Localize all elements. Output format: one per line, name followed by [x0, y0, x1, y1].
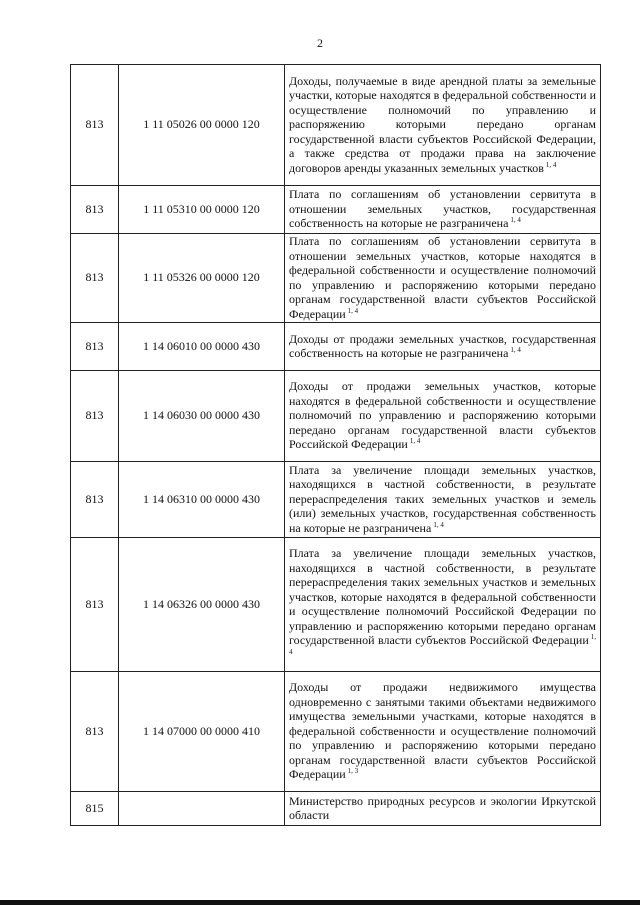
- table-row: [71, 186, 601, 234]
- revenue-name-text: Плата по соглашениям об установлении сервитута в отношении земельных участков, государственная собственность на которые не разграничена: [289, 187, 596, 231]
- budget-code-cell: [119, 792, 285, 826]
- admin-code-cell: 813: [71, 462, 119, 538]
- scan-edge: [0, 900, 640, 905]
- budget-code-cell: 1 11 05026 00 0000 120: [119, 65, 285, 186]
- admin-code-cell: 815: [71, 792, 119, 826]
- table-row: [71, 672, 601, 792]
- admin-code-cell: 813: [71, 234, 119, 323]
- revenue-name-cell: [285, 234, 601, 323]
- table-row: [71, 462, 601, 538]
- table-row: [71, 371, 601, 462]
- footnote-ref: 1, 4: [510, 346, 521, 354]
- footnote-ref: 1, 3: [347, 767, 359, 776]
- revenue-name-cell: [285, 538, 601, 672]
- revenue-name-cell: [285, 186, 601, 234]
- budget-code-cell: 1 14 06030 00 0000 430: [119, 371, 285, 462]
- revenue-name-text: Плата за увеличение площади земельных участков, находящихся в частной собственности, в результате перераспределения таких земельных участков и земельных участков, которые находятся в федеральной собственности и осуществление полномочий Российской Федерации по управлению и распоряжению которыми передано органам государственной власти субъектов Российской Федерации: [289, 546, 596, 647]
- revenue-name-text: Плата за увеличение площади земельных участков, находящихся в частной собственности, в результате перераспределения таких земельных участков и земель (или) земельных участков, государственная собственность на которые не разграничена: [289, 462, 596, 535]
- admin-code-cell: 813: [71, 672, 119, 792]
- revenue-name-text: Плата по соглашениям об установлении сервитута в отношении земельных участков, которые находятся в федеральной собственности и осуществление полномочий по управлению и распоряжению которыми передано органам государственной власти субъектов Российской Федерации: [289, 234, 596, 321]
- ministry-row: [71, 792, 601, 826]
- admin-code-cell: 813: [71, 65, 119, 186]
- revenue-name-cell: [285, 672, 601, 792]
- footnote-ref: 1, 4: [289, 633, 596, 656]
- budget-code-cell: 1 14 06010 00 0000 430: [119, 323, 285, 371]
- footnote-ref: 1, 4: [347, 306, 359, 315]
- revenue-name-text: Доходы от продажи земельных участков, которые находятся в федеральной собственности и осуществление полномочий по управлению и распоряжению которыми передано органам государственной власти субъектов Российской Федерации: [289, 379, 596, 452]
- budget-code-cell: 1 14 07000 00 0000 410: [119, 672, 285, 792]
- budget-code-cell: 1 11 05326 00 0000 120: [119, 234, 285, 323]
- revenue-name-cell: [285, 462, 601, 538]
- table-row: [71, 234, 601, 323]
- revenue-name-text: Доходы от продажи земельных участков, государственная собственность на которые не разграничена: [289, 331, 596, 360]
- revenue-name-cell: [285, 65, 601, 186]
- table-row: [71, 538, 601, 672]
- budget-code-cell: 1 11 05310 00 0000 120: [119, 186, 285, 234]
- admin-code-cell: 813: [71, 538, 119, 672]
- footnote-ref: 1, 4: [510, 216, 521, 225]
- page-number: 2: [317, 36, 323, 50]
- revenue-name-cell: [285, 323, 601, 371]
- revenue-name-text: Доходы, получаемые в виде арендной платы за земельные участки, которые находятся в федеральной собственности и осуществление полномочий по управлению и распоряжению которыми передано органам государственной власти субъектов Российской Федерации, а также средства от продажи права на заключение договоров аренды указанных земельных участков: [289, 73, 596, 175]
- ministry-name-cell: Министерство природных ресурсов и экологии Иркутской области: [285, 792, 601, 826]
- revenue-name-cell: [285, 371, 601, 462]
- admin-code-cell: 813: [71, 186, 119, 234]
- admin-code-cell: 813: [71, 323, 119, 371]
- budget-code-cell: 1 14 06310 00 0000 430: [119, 462, 285, 538]
- footnote-ref: 1, 4: [545, 160, 557, 169]
- revenue-codes-table: [70, 64, 601, 826]
- footnote-ref: 1, 4: [433, 520, 444, 529]
- admin-code-cell: 813: [71, 371, 119, 462]
- footnote-ref: 1, 4: [409, 437, 421, 446]
- budget-code-cell: 1 14 06326 00 0000 430: [119, 538, 285, 672]
- table-row: [71, 323, 601, 371]
- revenue-name-text: Доходы от продажи недвижимого имущества одновременно с занятыми такими объектами недвижимого имущества земельными участками, которые находятся в федеральной собственности и осуществление полномочий по управлению и распоряжению которыми передано органам государственной власти субъектов Российской Федерации: [289, 680, 596, 782]
- table-row: [71, 65, 601, 186]
